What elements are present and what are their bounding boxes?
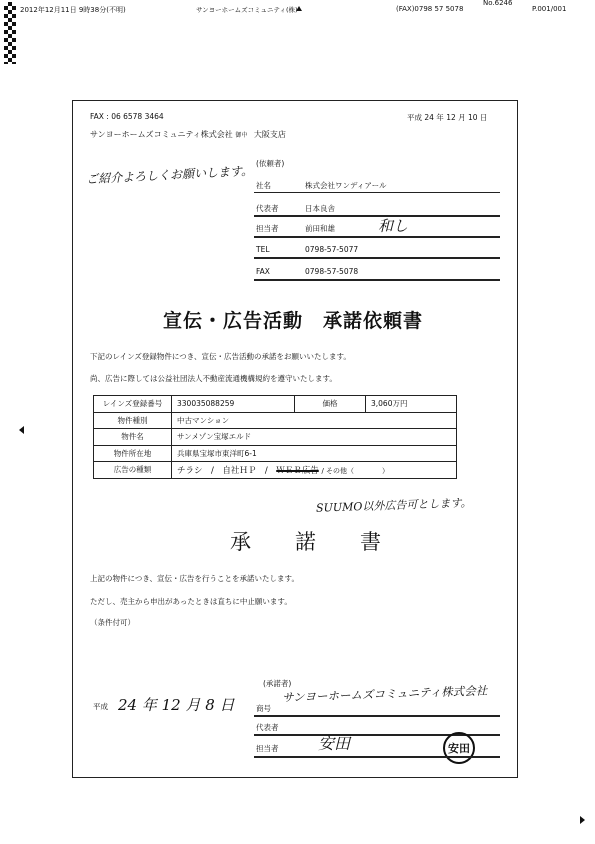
approver-company-label: 商号 — [256, 704, 271, 713]
fax-header-fax-number: (FAX)0798 57 5078 — [396, 5, 464, 13]
addressee-name: サンヨーホームズコミュニティ株式会社 — [90, 130, 233, 139]
requester-company-value: 株式会社ワンディアール — [305, 181, 387, 190]
request-paragraph-line-1: 下記のレインズ登録物件につき、宣伝・広告活動の承諾をお願いいたします。 — [90, 352, 351, 361]
price-value: 3,060万円 — [366, 396, 457, 413]
document-date: 平成 24 年 12 月 10 日 — [407, 113, 488, 122]
request-paragraph-line-2: 尚、広告に際しては公益社団法人不動産流通機構規約を遵守いたします。 — [90, 374, 337, 383]
requester-person-stamp: 和し — [378, 217, 409, 235]
handwritten-table-note: SUUMO以外広告可とします。 — [315, 496, 472, 515]
ad-type-web-crossed: ＷＥＢ広告 — [276, 465, 319, 476]
ad-type-options: チラシ / 自社ＨＰ / — [177, 465, 277, 476]
fax-header-company: サンヨーホームズコミュニティ(株) — [196, 6, 298, 14]
addressee-line — [90, 129, 286, 140]
requester-person-value: 前田和雄 — [305, 224, 335, 233]
property-type-value: 中古マンション — [172, 412, 457, 429]
table-row — [94, 429, 457, 446]
approver-seal-stamp — [443, 732, 475, 764]
seal-text: 安田 — [448, 742, 470, 755]
ad-type-value-cell — [172, 462, 457, 479]
requester-rule — [254, 192, 500, 193]
approver-rule — [254, 756, 500, 758]
requester-tel-label: TEL — [256, 245, 270, 254]
property-location-label: 物件所在地 — [94, 445, 172, 462]
table-row — [94, 445, 457, 462]
requester-rule — [254, 279, 500, 281]
approver-person-label: 担当者 — [256, 744, 279, 753]
ad-type-other: / その他（ ） — [321, 466, 390, 475]
property-type-label: 物件種別 — [94, 412, 172, 429]
requester-rule — [254, 215, 500, 217]
right-margin-arrow-icon — [580, 816, 585, 824]
fax-checker-mark — [4, 2, 16, 64]
document-title: 宣伝・広告活動 承諾依頼書 — [163, 310, 424, 332]
reins-number-value: 330035088259 — [172, 396, 295, 413]
property-location-value: 兵庫県宝塚市東洋町6-1 — [172, 445, 457, 462]
consent-paragraph-line-1: 上記の物件につき、宣伝・広告を行うことを承諾いたします。 — [90, 574, 299, 583]
addressee-branch: 大阪支店 — [253, 130, 286, 139]
sender-fax-line: FAX : 06 6578 3464 — [90, 112, 164, 121]
consent-title: 承諾書 — [230, 530, 425, 554]
fax-header-received-no: No.6246 — [483, 0, 513, 7]
approver-heading: (承諾者) — [263, 679, 292, 688]
requester-heading: (依頼者) — [256, 159, 285, 168]
handwritten-request-note: ご紹介よろしくお願いします。 — [85, 163, 254, 187]
requester-company-label: 社名 — [256, 181, 271, 190]
requester-rep-value: 日本良舎 — [305, 204, 335, 213]
table-row — [94, 462, 457, 479]
approver-rep-label: 代表者 — [256, 723, 279, 732]
property-name-value: サンメゾン宝塚エルド — [172, 429, 457, 446]
approver-person-handwritten: 安田 — [318, 734, 351, 753]
approval-date-label: 平成 — [93, 702, 108, 711]
approval-date-handwritten: 24 年 12 月 8 日 — [118, 696, 235, 714]
ad-type-label: 広告の種類 — [94, 462, 172, 479]
addressee-honorific: 御中 — [235, 132, 248, 139]
requester-rule — [254, 257, 500, 259]
requester-rule — [254, 236, 500, 238]
conditions-label: （条件付可） — [90, 618, 135, 627]
approver-rule — [254, 715, 500, 717]
table-row — [94, 396, 457, 413]
price-label: 価格 — [295, 396, 366, 413]
fax-header-left: 2012年12月11日 9時38分(不明) — [20, 6, 126, 14]
table-row — [94, 412, 457, 429]
property-name-label: 物件名 — [94, 429, 172, 446]
left-margin-arrow-icon — [19, 426, 24, 434]
requester-rep-label: 代表者 — [256, 204, 279, 213]
property-table — [93, 395, 457, 479]
reins-number-label: レインズ登録番号 — [94, 396, 172, 413]
requester-fax-value: 0798-57-5078 — [305, 267, 359, 276]
approver-company-handwritten: サンヨーホームズコミュニティ株式会社 — [281, 683, 488, 705]
consent-paragraph-line-2: ただし、売主から申出があったときは直ちに中止願います。 — [90, 597, 292, 606]
requester-fax-label: FAX — [256, 267, 270, 276]
fax-header-page: P.001/001 — [532, 5, 567, 13]
requester-person-label: 担当者 — [256, 224, 279, 233]
requester-tel-value: 0798-57-5077 — [305, 245, 359, 254]
